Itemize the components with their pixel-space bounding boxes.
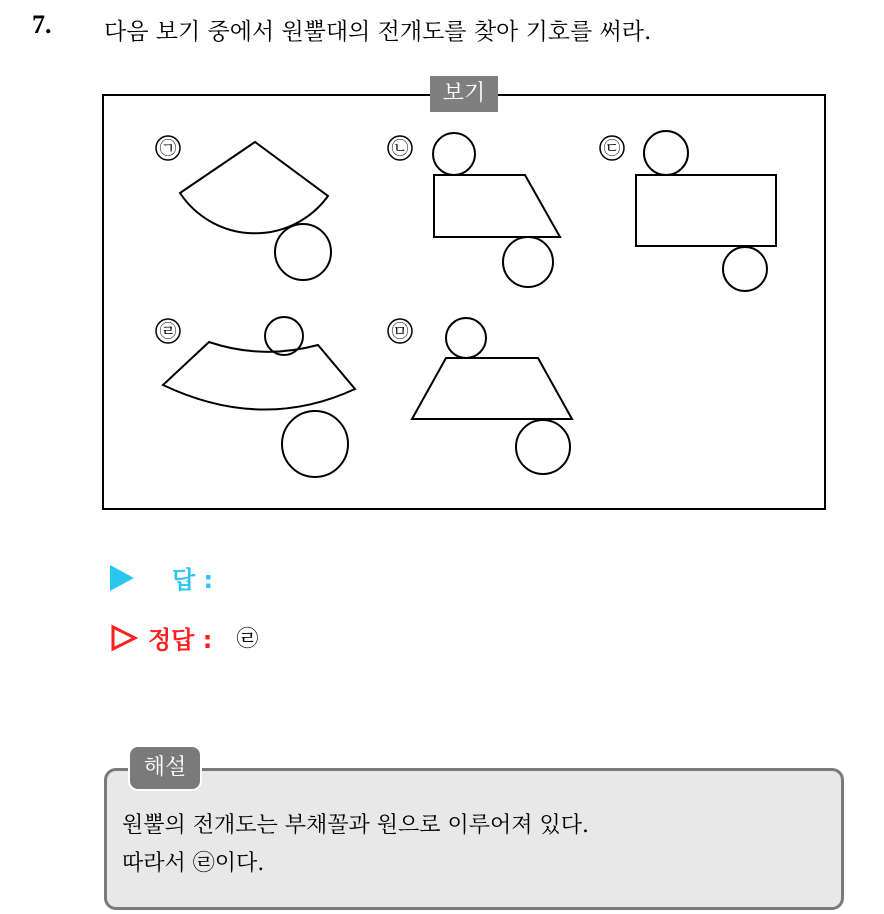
option-5-label: ㉤ [391, 322, 409, 342]
option-1-label: ㉠ [159, 139, 177, 159]
correct-arrow-icon [110, 624, 138, 652]
question-text: 다음 보기 중에서 원뿔대의 전개도를 찾아 기호를 써라. [104, 19, 652, 45]
answer-row [110, 560, 213, 595]
figure-option-4 [156, 317, 355, 477]
option-2-label: ㉡ [391, 139, 409, 159]
example-box-label: 보기 [430, 76, 498, 112]
figure-option-1 [156, 136, 331, 280]
explanation-line-2: 따라서 ㉣이다. [122, 851, 265, 876]
figure-option-2 [388, 133, 560, 287]
answer-arrow-icon [110, 565, 134, 591]
correct-value: ㉣ [236, 627, 259, 652]
figure-option-5 [388, 318, 572, 474]
correct-answer-row [110, 620, 258, 655]
question-number: 7. [32, 10, 52, 39]
option-3-label: ㉢ [603, 139, 621, 159]
explanation-tag: 해설 [128, 745, 202, 791]
correct-label: 정답 : [148, 626, 213, 654]
figure-option-3 [600, 131, 776, 291]
explanation-line-1: 원뿔의 전개도는 부채꼴과 원으로 이루어져 있다. [122, 813, 590, 838]
explanation-box [104, 768, 844, 910]
answer-label: 답 : [172, 566, 214, 594]
option-4-label: ㉣ [159, 322, 177, 342]
